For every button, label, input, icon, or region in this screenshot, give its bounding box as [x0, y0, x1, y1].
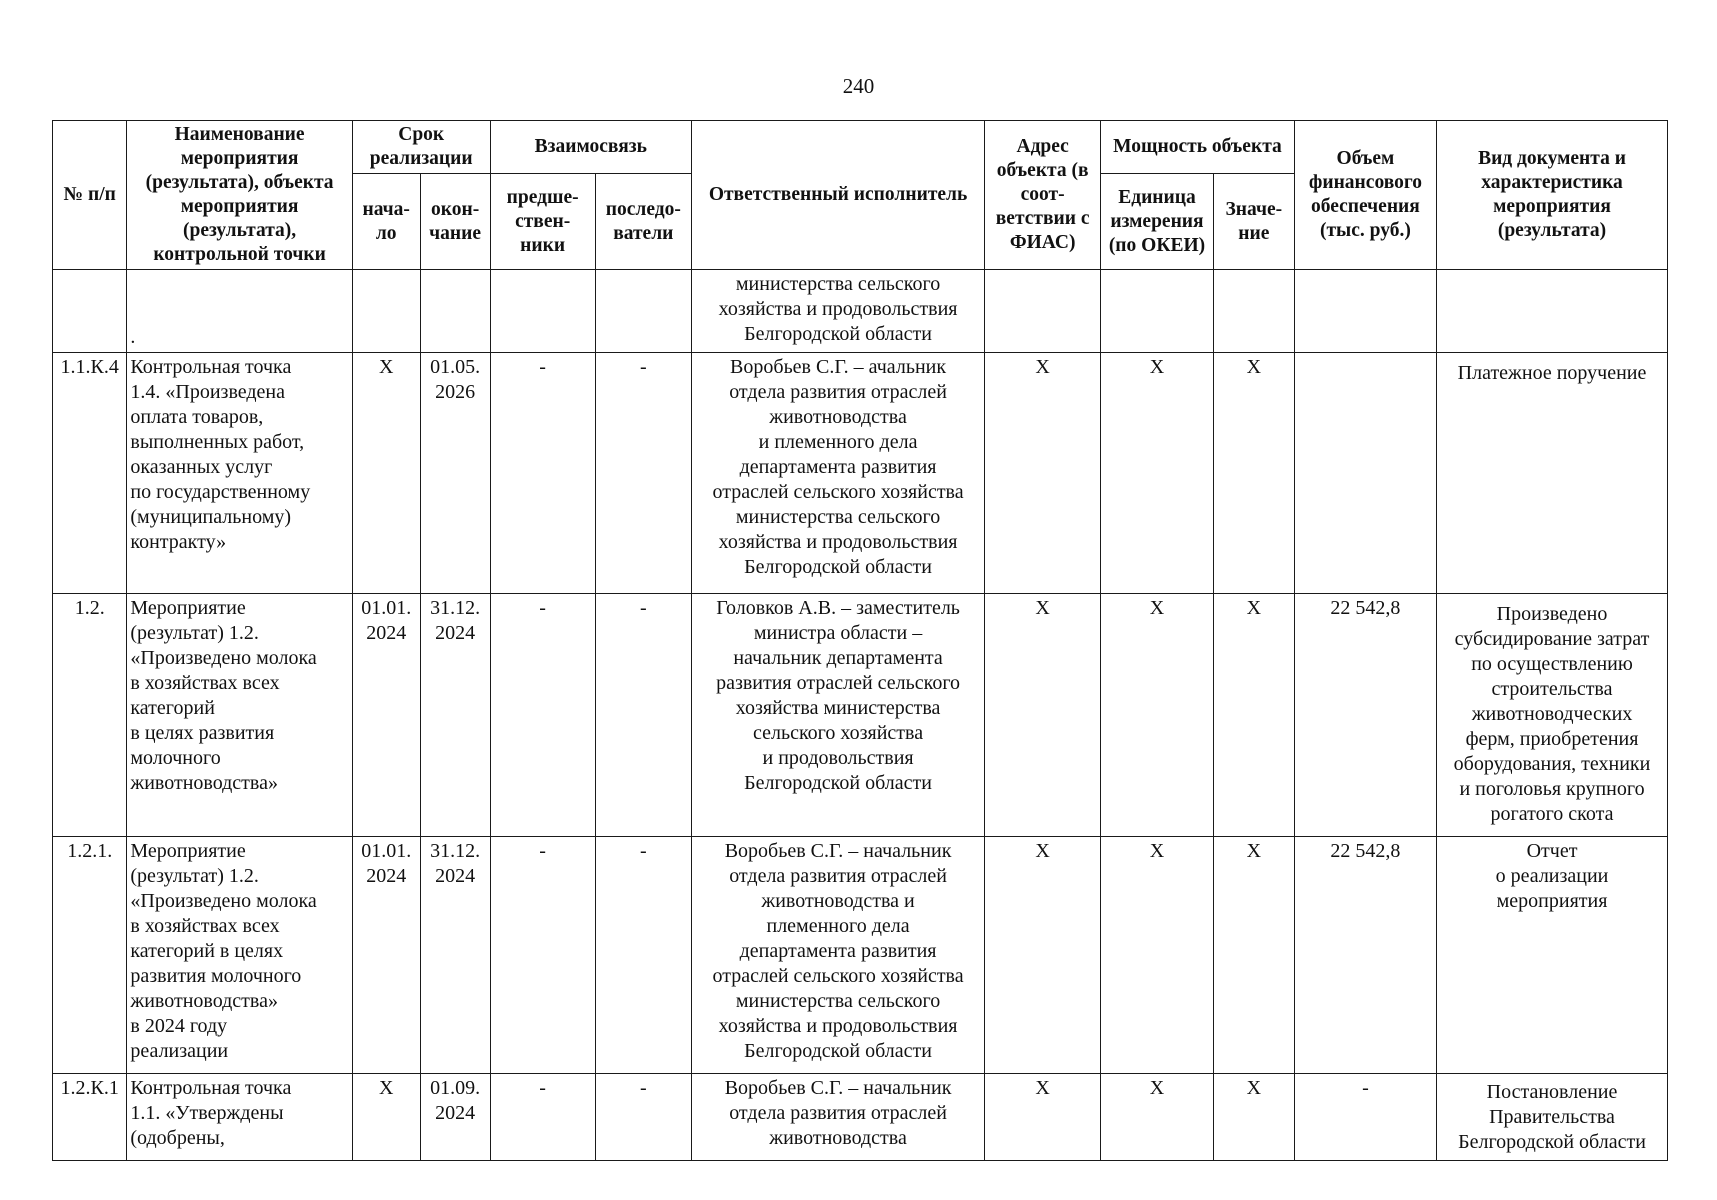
- cell-successors: -: [595, 353, 691, 594]
- table-row: [53, 353, 1668, 594]
- cell-responsible: Воробьев С.Г. – начальник отдела развития отраслей животноводства и племенного дела департамента развития отраслей сельского хозяйства министерства сельского хозяйства и продовольствия Белгородской области: [691, 837, 984, 1074]
- cell-unit: X: [1101, 1074, 1214, 1161]
- cell-num: 1.2.К.1: [53, 1074, 127, 1161]
- cell-responsible: Головков А.В. – заместитель министра области – начальник департамента развития отраслей сельского хозяйства министерства сельского хозяйства и продовольствия Белгородской области: [691, 594, 984, 837]
- cell-predecessors: -: [490, 1074, 595, 1161]
- cell-successors: [595, 270, 691, 353]
- cell-finance: [1294, 353, 1436, 594]
- cell-finance: 22 542,8: [1294, 594, 1436, 837]
- cell-responsible: Воробьев С.Г. – начальник отдела развития отраслей животноводства: [691, 1074, 984, 1161]
- cell-finance: 22 542,8: [1294, 837, 1436, 1074]
- cell-end: 31.12. 2024: [420, 594, 490, 837]
- cell-start: 01.01. 2024: [352, 837, 420, 1074]
- cell-address: X: [985, 1074, 1101, 1161]
- cell-predecessors: [490, 270, 595, 353]
- header-predecessors: предше- ствен- ники: [490, 174, 595, 270]
- cell-unit: X: [1101, 837, 1214, 1074]
- cell-end: 01.05. 2026: [420, 353, 490, 594]
- cell-address: X: [985, 837, 1101, 1074]
- cell-end: 01.09. 2024: [420, 1074, 490, 1161]
- table-row: [53, 1074, 1668, 1161]
- cell-num: 1.1.К.4: [53, 353, 127, 594]
- header-finance: Объем финансового обеспечения (тыс. руб.): [1294, 121, 1436, 270]
- cell-name: Мероприятие (результат) 1.2. «Произведено молока в хозяйствах всех категорий в целях развития молочного животноводства»: [127, 594, 352, 837]
- cell-num: [53, 270, 127, 353]
- cell-doc: [1437, 270, 1668, 353]
- cell-responsible: министерства сельского хозяйства и продовольствия Белгородской области: [691, 270, 984, 353]
- cell-unit: X: [1101, 594, 1214, 837]
- cell-predecessors: -: [490, 594, 595, 837]
- header-term: Срок реализации: [352, 121, 490, 174]
- cell-address: [985, 270, 1101, 353]
- cell-end: [420, 270, 490, 353]
- plan-table: [52, 120, 1668, 1161]
- cell-finance: [1294, 270, 1436, 353]
- cell-end: 31.12. 2024: [420, 837, 490, 1074]
- cell-doc: Платежное поручение: [1437, 353, 1668, 594]
- cell-successors: -: [595, 594, 691, 837]
- cell-start: 01.01. 2024: [352, 594, 420, 837]
- cell-name: Мероприятие (результат) 1.2. «Произведено молока в хозяйствах всех категорий в целях развития молочного животноводства» в 2024 году реализации: [127, 837, 352, 1074]
- cell-value: X: [1213, 353, 1294, 594]
- header-relation: Взаимосвязь: [490, 121, 691, 174]
- cell-predecessors: -: [490, 353, 595, 594]
- cell-value: X: [1213, 1074, 1294, 1161]
- header-address: Адрес объекта (в соот-ветствии с ФИАС): [985, 121, 1101, 270]
- cell-address: X: [985, 353, 1101, 594]
- header-unit: Единица измерения (по ОКЕИ): [1101, 174, 1214, 270]
- cell-successors: -: [595, 837, 691, 1074]
- header-value: Значе- ние: [1213, 174, 1294, 270]
- table-row: [53, 594, 1668, 837]
- cell-name: Контрольная точка 1.4. «Произведена оплата товаров, выполненных работ, оказанных услуг по государственному (муниципальному) контракту»: [127, 353, 352, 594]
- header-successors: последо- ватели: [595, 174, 691, 270]
- cell-num: 1.2.1.: [53, 837, 127, 1074]
- header-term-end: окон- чание: [420, 174, 490, 270]
- cell-successors: -: [595, 1074, 691, 1161]
- header-name: Наименование мероприятия (результата), объекта мероприятия (результата), контрольной точки: [127, 121, 352, 270]
- table-row: [53, 837, 1668, 1074]
- cell-name: .: [127, 270, 352, 353]
- cell-address: X: [985, 594, 1101, 837]
- cell-finance: -: [1294, 1074, 1436, 1161]
- cell-start: X: [352, 1074, 420, 1161]
- header-capacity: Мощность объекта: [1101, 121, 1295, 174]
- page-number: 240: [842, 74, 875, 98]
- cell-name: Контрольная точка 1.1. «Утверждены (одобрены,: [127, 1074, 352, 1161]
- table-row: [53, 270, 1668, 353]
- header-term-start: нача- ло: [352, 174, 420, 270]
- header-responsible: Ответственный исполнитель: [691, 121, 984, 270]
- header-num: № п/п: [53, 121, 127, 270]
- cell-start: [352, 270, 420, 353]
- cell-doc: Отчет о реализации мероприятия: [1437, 837, 1668, 1074]
- cell-unit: [1101, 270, 1214, 353]
- cell-doc: Произведено субсидирование затрат по осуществлению строительства животноводческих ферм, приобретения оборудования, техники и поголовья крупного рогатого скота: [1437, 594, 1668, 837]
- cell-unit: X: [1101, 353, 1214, 594]
- cell-predecessors: -: [490, 837, 595, 1074]
- cell-value: [1213, 270, 1294, 353]
- cell-value: X: [1213, 594, 1294, 837]
- header-doc-type: Вид документа и характеристика мероприятия (результата): [1437, 121, 1668, 270]
- cell-num: 1.2.: [53, 594, 127, 837]
- cell-value: X: [1213, 837, 1294, 1074]
- cell-responsible: Воробьев С.Г. – ачальник отдела развития отраслей животноводства и племенного дела департамента развития отраслей сельского хозяйства министерства сельского хозяйства и продовольствия Белгородской области: [691, 353, 984, 594]
- cell-start: X: [352, 353, 420, 594]
- cell-doc: Постановление Правительства Белгородской области: [1437, 1074, 1668, 1161]
